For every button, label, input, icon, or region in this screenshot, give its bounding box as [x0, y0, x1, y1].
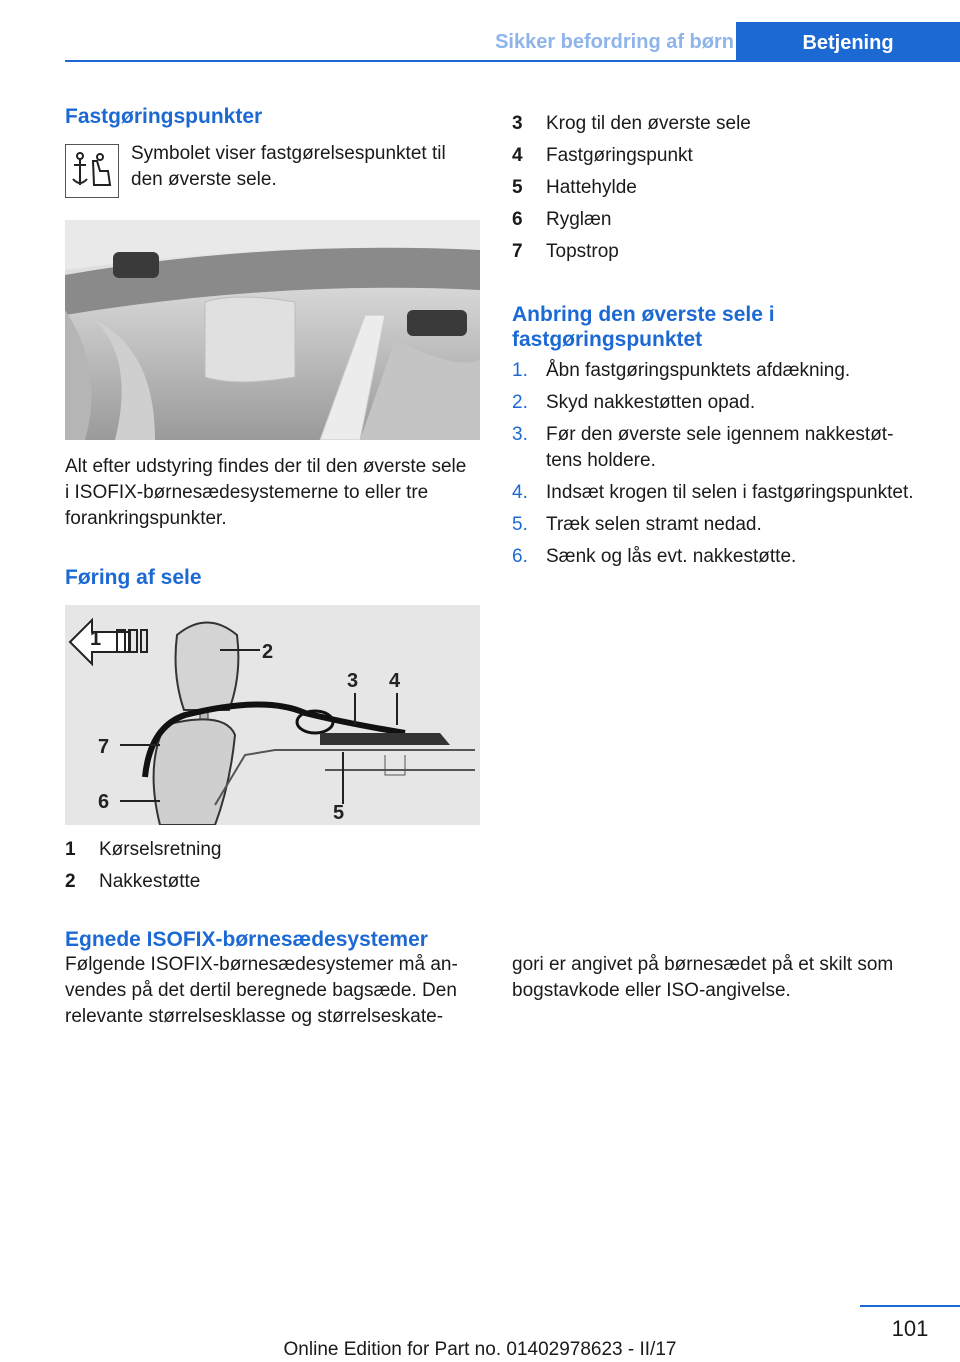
heading-strap-routing: Føring af sele: [65, 566, 202, 589]
isofix-paragraph-continued: gori er angivet på børnesædet på et skilt som bogstavkode eller ISO-angivelse.: [512, 954, 894, 1001]
diagram-label-2: 2: [262, 641, 274, 663]
rear-shelf-photo: [65, 220, 480, 440]
header-rule: [65, 60, 960, 62]
list-item: 6. Sænk og lås evt. nakkestøtte.: [512, 546, 797, 567]
diagram-label-7: 7: [98, 736, 110, 758]
strap-routing-diagram: [65, 605, 480, 825]
isofix-paragraph: Følgende ISOFIX-børnesædesystemer må anvendes på det dertil beregnede bagsæde. Den relevante størrelsesklasse og størrelseskate-: [65, 954, 458, 1027]
list-item: 5 Hattehylde: [512, 177, 637, 198]
header-chapter-tab[interactable]: Betjening: [736, 22, 960, 62]
list-item: 6 Ryglæn: [512, 209, 612, 230]
list-item: 1. Åbn fastgøringspunktets afdækning.: [512, 360, 851, 381]
list-item: 2. Skyd nakkestøtten opad.: [512, 392, 756, 413]
anchor-points-paragraph: Alt efter udstyring findes der til den øverste sele i ISOFIX-børnesædesystemerne to eller tre forankringspunkter.: [65, 456, 467, 529]
child-seat-anchor-icon: [65, 144, 119, 198]
diagram-label-4: 4: [389, 670, 401, 692]
heading-anchor-points: Fastgøringspunkter: [65, 105, 263, 128]
legend-list-left: [65, 837, 475, 901]
page-number: 101: [891, 1316, 929, 1341]
list-item: 3. Før den øverste sele igennem nakkestøttens holdere.: [512, 424, 894, 471]
list-item: 7 Topstrop: [512, 241, 619, 262]
list-item: 4 Fastgøringspunkt: [512, 145, 693, 166]
diagram-label-1: 1: [90, 628, 102, 650]
footer-rule: [860, 1305, 960, 1307]
edition-note: Online Edition for Part no. 01402978623 - II/17: [283, 1339, 677, 1360]
list-item: 1 Kørselsretning: [65, 839, 222, 860]
diagram-label-5: 5: [333, 802, 345, 824]
list-item: 4. Indsæt krogen til selen i fastgøringspunktet.: [512, 482, 914, 503]
diagram-label-6: 6: [98, 791, 110, 813]
list-item: 5. Træk selen stramt nedad.: [512, 514, 762, 535]
list-item: 2 Nakkestøtte: [65, 871, 201, 892]
header-section-title: Sikker befordring af børn: [495, 31, 734, 53]
instruction-steps: [512, 358, 917, 576]
diagram-label-3: 3: [347, 670, 359, 692]
symbol-description: Symbolet viser fastgørelsespunktet til den øverste sele.: [131, 143, 446, 190]
heading-attach-strap: Anbring den øverste sele i fastgøringspunktet: [512, 303, 775, 351]
heading-isofix-systems: Egnede ISOFIX-børnesædesystemer: [65, 928, 428, 951]
list-item: 3 Krog til den øverste sele: [512, 113, 751, 134]
legend-list-right: [512, 111, 922, 271]
